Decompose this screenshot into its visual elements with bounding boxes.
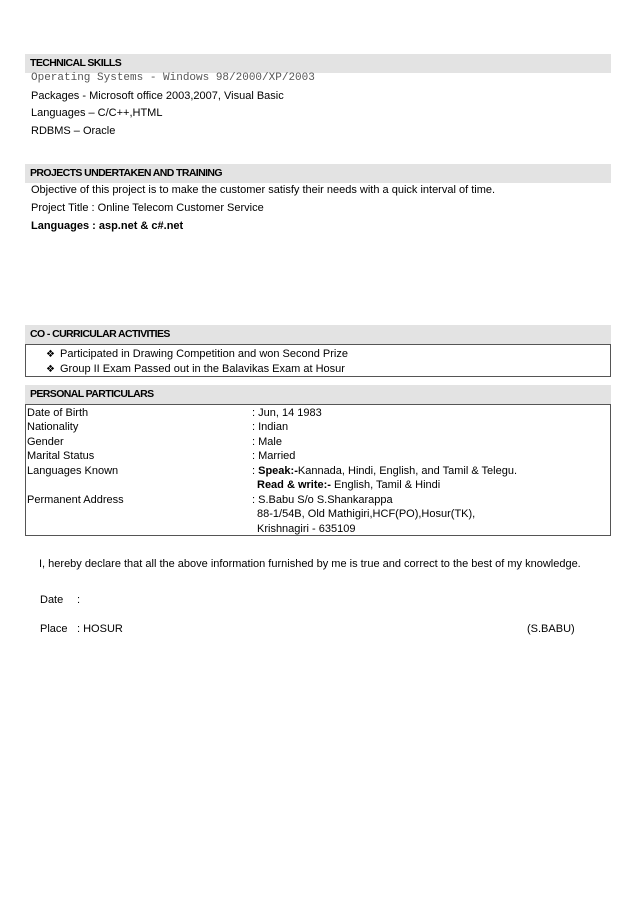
- co-curricular-box: [25, 344, 611, 377]
- speak-value: Kannada, Hindi, English, and Tamil & Telegu.: [297, 465, 517, 477]
- address-line-1: : S.Babu S/o S.Shankarappa: [252, 494, 393, 506]
- rdbms-line: RDBMS – Oracle: [31, 125, 116, 137]
- personal-particulars-box: [25, 404, 611, 536]
- nationality-label: Nationality: [27, 421, 79, 433]
- place-label: Place: [40, 623, 68, 635]
- languages-line: Languages – C/C++,HTML: [31, 107, 163, 119]
- speak-label: Speak:-: [258, 465, 298, 477]
- speak-prefix: :: [252, 465, 259, 477]
- dob-value: : Jun, 14 1983: [252, 407, 322, 419]
- dob-label: Date of Birth: [27, 407, 89, 419]
- date-value: :: [77, 594, 81, 606]
- read-write-label: Read & write:-: [257, 479, 331, 491]
- date-label: Date: [40, 594, 64, 606]
- signature-name: (S.BABU): [527, 623, 575, 635]
- list-item: [46, 347, 348, 362]
- languages-known-label: Languages Known: [27, 465, 119, 477]
- project-languages: Languages : asp.net & c#.net: [31, 220, 184, 232]
- co-curricular-heading: CO - CURRICULAR ACTIVITIES: [25, 325, 611, 344]
- diamond-bullet-icon: ❖: [46, 349, 55, 360]
- packages-line: Packages - Microsoft office 2003,2007, Visual Basic: [31, 90, 284, 102]
- diamond-bullet-icon: ❖: [46, 364, 55, 375]
- activity-text: Group II Exam Passed out in the Balavikas Exam at Hosur: [60, 363, 345, 375]
- place-value: : HOSUR: [77, 623, 123, 635]
- permanent-address-label: Permanent Address: [27, 494, 124, 506]
- technical-skills-heading: TECHNICAL SKILLS: [25, 54, 611, 73]
- marital-status-label: Marital Status: [27, 450, 95, 462]
- projects-heading: PROJECTS UNDERTAKEN AND TRAINING: [25, 164, 611, 183]
- personal-particulars-heading: PERSONAL PARTICULARS: [25, 385, 611, 404]
- read-write-line: [257, 478, 440, 493]
- nationality-value: : Indian: [252, 421, 289, 433]
- speak-languages-line: [252, 464, 517, 479]
- activity-text: Participated in Drawing Competition and won Second Prize: [60, 348, 348, 360]
- project-title: Project Title : Online Telecom Customer Service: [31, 202, 264, 214]
- operating-systems-line: Operating Systems - Windows 98/2000/XP/2003: [31, 72, 315, 84]
- address-line-3: Krishnagiri - 635109: [257, 523, 356, 535]
- project-objective: Objective of this project is to make the customer satisfy their needs with a quick interval of time.: [31, 184, 496, 196]
- gender-value: : Male: [252, 436, 282, 448]
- marital-status-value: : Married: [252, 450, 296, 462]
- address-line-2: 88-1/54B, Old Mathigiri,HCF(PO),Hosur(TK),: [257, 508, 476, 520]
- list-item: [46, 362, 345, 377]
- declaration-text: I, hereby declare that all the above information furnished by me is true and correct to the best of my knowledge.: [39, 558, 581, 570]
- gender-label: Gender: [27, 436, 64, 448]
- read-write-value: English, Tamil & Hindi: [330, 479, 441, 491]
